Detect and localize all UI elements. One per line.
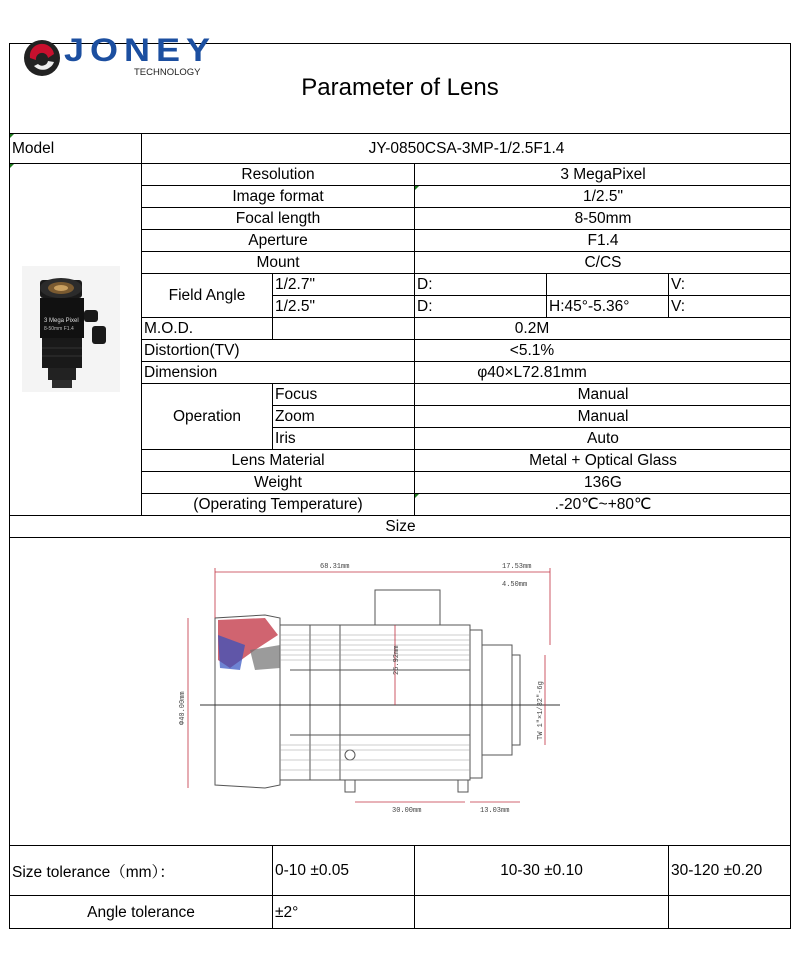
model-value: JY-0850CSA-3MP-1/2.5F1.4 [368, 139, 565, 157]
focal-length-value: 8-50mm [574, 209, 632, 227]
lens-material-label: Lens Material [231, 451, 325, 469]
size-tolerance-range-3: 30-120 ±0.20 [671, 861, 763, 879]
dim-height: 25.92mm [393, 645, 401, 675]
mount-label: Mount [256, 253, 300, 271]
size-tolerance-label: Size tolerance（mm）： [12, 863, 175, 881]
dim-thread: TW 1"×1/32"-6g [537, 681, 545, 740]
temperature-value: .-20℃~+80℃ [554, 496, 652, 513]
focal-length-label: Focal length [235, 209, 321, 227]
angle-tolerance-label: Angle tolerance [87, 903, 195, 921]
field-angle-format-1: 1/2.7" [275, 275, 315, 293]
field-angle-v-2: V: [671, 297, 686, 315]
model-label: Model [12, 139, 55, 157]
distortion-label: Distortion(TV) [144, 341, 240, 359]
temperature-label: (Operating Temperature) [193, 495, 363, 513]
zoom-value: Manual [577, 407, 629, 425]
dim-flange: 4.50mm [502, 581, 528, 589]
resolution-label: Resolution [241, 165, 315, 183]
brand-subtitle: TECHNOLOGY [134, 67, 201, 78]
field-angle-label: Field Angle [168, 286, 246, 304]
distortion-value: <5.1% [509, 341, 555, 359]
dim-rear: 17.53mm [502, 563, 532, 571]
size-header: Size [385, 517, 416, 535]
weight-label: Weight [254, 473, 302, 491]
dimension-value: φ40×L72.81mm [477, 363, 587, 381]
mod-value: 0.2M [514, 319, 550, 337]
lens-dimension-drawing [170, 550, 590, 825]
brand-wordmark: JONEY [64, 32, 217, 69]
focus-label: Focus [275, 385, 318, 403]
resolution-value: 3 MegaPixel [560, 165, 646, 183]
lens-material-value: Metal + Optical Glass [529, 451, 677, 469]
image-format-label: Image format [232, 187, 324, 205]
iris-value: Auto [587, 429, 619, 447]
field-angle-format-2: 1/2.5" [275, 297, 315, 315]
dimension-label: Dimension [144, 363, 218, 381]
lens-print-line1: 3 Mega Pixel [44, 318, 79, 324]
iris-label: Iris [275, 429, 296, 447]
field-angle-d-1: D: [417, 275, 433, 293]
zoom-label: Zoom [275, 407, 315, 425]
lens-print-line2: 8-50mm F1.4 [44, 326, 74, 332]
weight-value: 136G [584, 473, 622, 491]
mount-value: C/CS [584, 253, 622, 271]
size-tolerance-range-1: 0-10 ±0.05 [275, 861, 350, 879]
field-angle-v-1: V: [671, 275, 686, 293]
field-angle-h-2: H:45°-5.36° [549, 297, 630, 315]
mod-label: M.O.D. [144, 319, 194, 337]
dim-length: 68.31mm [320, 563, 350, 571]
page-title: Parameter of Lens [301, 74, 499, 101]
field-angle-d-2: D: [417, 297, 433, 315]
joney-logo [20, 18, 240, 88]
aperture-label: Aperture [248, 231, 308, 249]
lens-photo [22, 266, 120, 392]
size-tolerance-range-2: 10-30 ±0.10 [500, 861, 583, 879]
dim-diameter: Φ40.00mm [179, 691, 187, 725]
angle-tolerance-value: ±2° [275, 903, 299, 921]
operation-label: Operation [172, 407, 242, 425]
dim-base: 30.00mm [392, 807, 422, 815]
field-angle-h-1 [547, 274, 668, 295]
image-format-value: 1/2.5" [583, 187, 623, 205]
dim-back: 13.03mm [480, 807, 510, 815]
focus-value: Manual [577, 385, 629, 403]
aperture-value: F1.4 [587, 231, 619, 249]
